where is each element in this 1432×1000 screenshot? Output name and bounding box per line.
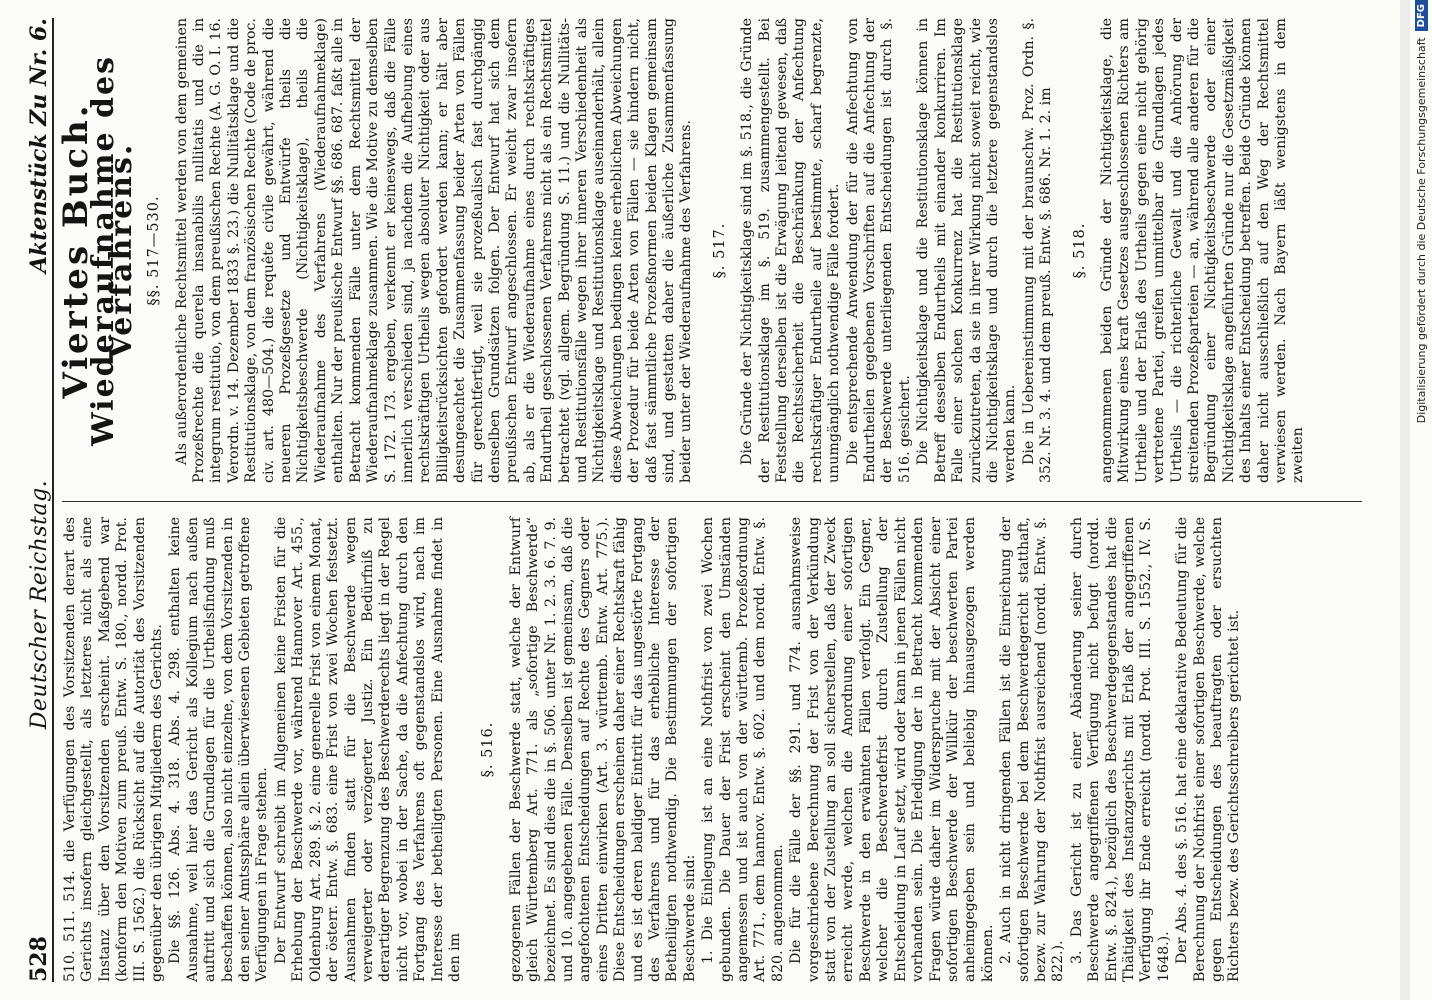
- section-heading: §. 517.: [711, 222, 728, 279]
- left-column: [62, 517, 1362, 982]
- section-heading: §. 518.: [1071, 222, 1088, 279]
- page-number: 528: [26, 936, 52, 982]
- section-heading: §§. 517—530.: [146, 195, 163, 306]
- book-title: Wiederaufnahme des Verfahrens.: [86, 55, 139, 446]
- paragraph: 510. 511. 514. die Verfügungen des Vorsitzenden derart des Gerichts insofern gleichgestellt, als letzteres nicht als eine Instanz über den Vorsitzenden erscheint. Maßgebend war (konform den Motiven zum preuß. Entw. S. 180., nordd. Prot. III. S. 1562.) die Rücksicht auf die Autorität des Vorsitzenden gegenüber den übrigen Mitgliedern des Gerichts.: [62, 517, 166, 982]
- book-label: Viertes Buch.: [56, 102, 96, 399]
- paragraph: Die §§. 126. Abs. 4. 318. Abs. 4. 298. enthalten keine Ausnahme, weil hier das Gericht als Kollegium nach außen auftritt und sich die Grundlagen für die Urtheilsfindung muß beschaffen können, also nicht einzelne, von dem Vorsitzenden in den seiner Amtssphäre allein überwiesenen Gebieten getroffene Verfügungen in Frage stehen.: [167, 517, 271, 982]
- column-divider: [62, 501, 1362, 502]
- digitization-credit: [1410, 0, 1432, 1000]
- paragraph: Die Gründe der Nichtigkeitsklage sind im §. 518., die Gründe der Restitutionsklage im §. 519. zusammengestellt. Bei Feststellung derselben ist die Erwägung leitend gewesen, daß die Rechtssicherheit die Beschränkung der Anfechtung rechtskräftiger Endurtheile auf bestimmte, scharf begrenzte, unumgänglich nothwendige Fälle fordert.: [739, 18, 843, 483]
- credit-text: Digitalisierung gefördert durch die Deutsche Forschungsgemeinschaft: [1414, 37, 1428, 424]
- paragraph: 2. Auch in nicht dringenden Fällen ist die Einreichung der sofortigen Beschwerde bei dem Beschwerdegericht statthaft, bezw. zur Wahrung der Nothfrist ausreichend (nordd. Entw. §. 822.).: [998, 517, 1067, 982]
- paragraph: Der Abs. 4. des §. 516. hat eine deklarative Bedeutung für die Berechnung der Nothfrist einer sofortigen Beschwerde, welche gegen Entscheidungen des beauftragten oder ersuchten Richters bezw. des Gerichtsschreibers gerichtet ist.: [1174, 517, 1243, 982]
- paragraph: Die in Uebereinstimmung mit der braunschw. Proz. Ordn. §. 352. Nr. 3. 4. und dem preuß. Entw. §. 686. Nr. 1. 2. im: [1020, 18, 1055, 483]
- running-title: Deutscher Reichstag.: [27, 479, 52, 730]
- right-column: [56, 18, 1362, 483]
- paragraph: 3. Das Gericht ist zu einer Abänderung seiner durch Beschwerde angegriffenen Verfügung nicht befugt (nordd. Entw. §. 824.), bezüglich des Beschwerdegegenstandes hat die Thätigkeit des Instanzgerichts mit Erlaß der angegriffenen Verfügung ihr Ende erreicht (nordd. Prot. III. S. 1552., IV. S. 1648.).: [1068, 517, 1172, 982]
- paragraph: Der Entwurf schreibt im Allgemeinen keine Fristen für die Erhebung der Beschwerde vor, während Hannover Art. 455., Oldenburg Art. 289. §. 2. eine generelle Frist von einem Monat, der österr. Entw. §. 683. eine Frist von zwei Wochen festsetzt. Ausnahmen finden statt für die Beschwerde wegen verweigerter oder verzögerter Justiz. Ein Bedürfniß zu derartiger Begrenzung des Beschwerderechts liegt in der Regel nicht vor, wobei in der Sache, da die Anfechtung durch den Fortgang des Verfahrens oft gegenstandslos wird, nach im Interesse der betheiligten Personen. Eine Ausnahme findet in den im: [272, 517, 463, 982]
- paragraph: gezogenen Fällen der Beschwerde statt, welche der Entwurf gleich Württemberg Art. 771. als „sofortige Beschwerde“ bezeichnet. Es sind dies die in §. 506. unter Nr. 1. 2. 3. 6. 7. 9. und 10. angegebenen Fälle. Denselben ist gemeinsam, daß die angefochtenen Entscheidungen auf Rechte des Gegners oder eines Dritten einwirken (Art. 3. württemb. Entw. Art. 775.). Diese Entscheidungen erscheinen daher einer Rechtskraft fähig und es ist deren baldiger Eintritt für das ungestörte Fortgang des Verfahrens und für das erhebliche Interesse der Betheiligten nothwendig. Die Bestimmungen der sofortigen Beschwerde sind:: [507, 517, 698, 982]
- section-heading: §. 516.: [480, 721, 497, 778]
- page-header: [18, 18, 54, 982]
- paragraph: Die für die Fälle der §§. 291. und 774. ausnahmsweise vorgeschriebene Berechnung der Frist von der Verkündung statt von der Zustellung an soll sicherstellen, daß der Zweck erreicht werde, welchen die Anordnung einer sofortigen Beschwerde in den erwähnten Fällen verfolgt. Ein Gegner, welcher die Beschwerdefrist durch Zustellung der Entscheidung in Lauf setzt, wird oder kann in jenen Fällen nicht vorhanden sein. Die Erledigung der in Betracht kommenden Fragen würde daher im Widerspruche mit der Absicht einer sofortigen Beschwerde der Willkür der beschwerten Partei anheimgegeben sein und beliebig hinausgezogen werden können.: [788, 517, 996, 982]
- scan-edge: [1400, 0, 1410, 1000]
- dfg-logo: DFG: [1415, 0, 1428, 31]
- paragraph: Als außerordentliche Rechtsmittel werden von dem gemeinen Prozeßrechte die querela insanabilis nullitatis und die in integrum restitutio, von dem preußischen Rechte (A. G. O. I. 16. Verordn. v. 14. Dezember 1833 §. 23.) die Nullitätsklage und die Restitutionsklage, von dem französischen Rechte (Code de proc. civ. art. 480—504.) die requête civile gewährt, während die neueren Prozeßgesetze und Entwürfe theils die Nichtigkeitsbeschwerde (Nichtigkeitsklage), theils die Wiederaufnahme des Verfahrens (Wiederaufnahmeklage) enthalten. Nur der preußische Entwurf §§. 686. 687. faßt alle in Betracht kommenden Fälle unter dem Rechtsmittel der Wiederaufnahmeklage zusammen. Wie die Motive zu demselben S. 172. 173. ergeben, verkennt er keineswegs, daß die Fälle innerlich verschieden sind, ja nachdem die Aufhebung eines rechtskräftigen Urtheils wegen absoluter Nichtigkeit oder aus Billigkeitsrücksichten gefordert werden kann; er hält aber desungeachtet die Zusammenfassung beider Arten von Fällen für gerechtfertigt, weil sie prozeßualisch fast durchgängig denselben Grundsätzen folgen. Der Entwurf hat sich dem preußischen Entwurf angeschlossen. Er weicht zwar insofern ab, als er die Wiederaufnahme eines durch rechtskräftiges Endurtheil geschlossenen Verfahrens nicht als ein Rechtsmittel betrachtet (vgl. allgem. Begründung S. 11.) und die Nullitäts- und Restitutionsfälle wegen ihrer inneren Verschiedenheit als Nichtigkeitsklage und Restitutionsklage auseinanderhält, allein diese Abweichungen bedingen keine erheblichen Abweichungen der Prozedur für beide Arten von Fällen — sie hindern nicht, daß fast sämmtliche Prozeßnormen beiden Klagen gemeinsam sind, und gestatten daher die äußerliche Zusammenfassung beider unter der Wiederaufnahme des Verfahrens.: [173, 18, 695, 483]
- attachment-title: Aktenstück Zu Nr. 6.: [26, 18, 52, 274]
- paragraph: Die Nichtigkeitsklage und die Restitutionsklage können in Betreff desselben Endurtheils mit einander konkurriren. Im Falle einer solchen Konkurrenz hat die Restitutionsklage zurückzutreten, da sie in ihrer Wirkung nicht soweit reicht, wie die Nichtigkeitsklage und durch die letztere gegenstandslos werden kann.: [915, 18, 1019, 483]
- paragraph: 1. Die Einlegung ist an eine Nothfrist von zwei Wochen gebunden. Die Dauer der Frist erscheint den Umständen angemessen und ist auch von der württemb. Prozeßordnung Art. 771., dem hannov. Entw. §. 602. und dem nordd. Entw. §. 820. angenommen.: [700, 517, 786, 982]
- paragraph: Die entsprechende Anwendung der für die Anfechtung von Endurtheilen gegebenen Vorschriften auf die Anfechtung der der Beschwerde unterliegenden Entscheidungen ist durch §. 516. gesichert.: [844, 18, 913, 483]
- paragraph: angenommenen beiden Gründe der Nichtigkeitsklage, die Mitwirkung eines kraft Gesetzes ausgeschlossenen Richters am Urtheile und der Erlaß des Urtheils gegen eine nicht gehörig vertretene Partei, greifen unmittelbar die Grundlagen jedes Urtheils — die richterliche Gewalt und die Anhörung der streitenden Prozeßparteien — an, während alle anderen für die Begründung einer Nichtigkeitsbeschwerde oder einer Nichtigkeitsklage angeführten Gründe nur die Gesetzmäßigkeit des Inhalts einer Entscheidung betreffen. Beide Gründe können daher nicht ausschließlich auf den Weg der Rechtsmittel verwiesen werden. Nach Bayern läßt wenigstens in dem zweiten: [1098, 18, 1307, 483]
